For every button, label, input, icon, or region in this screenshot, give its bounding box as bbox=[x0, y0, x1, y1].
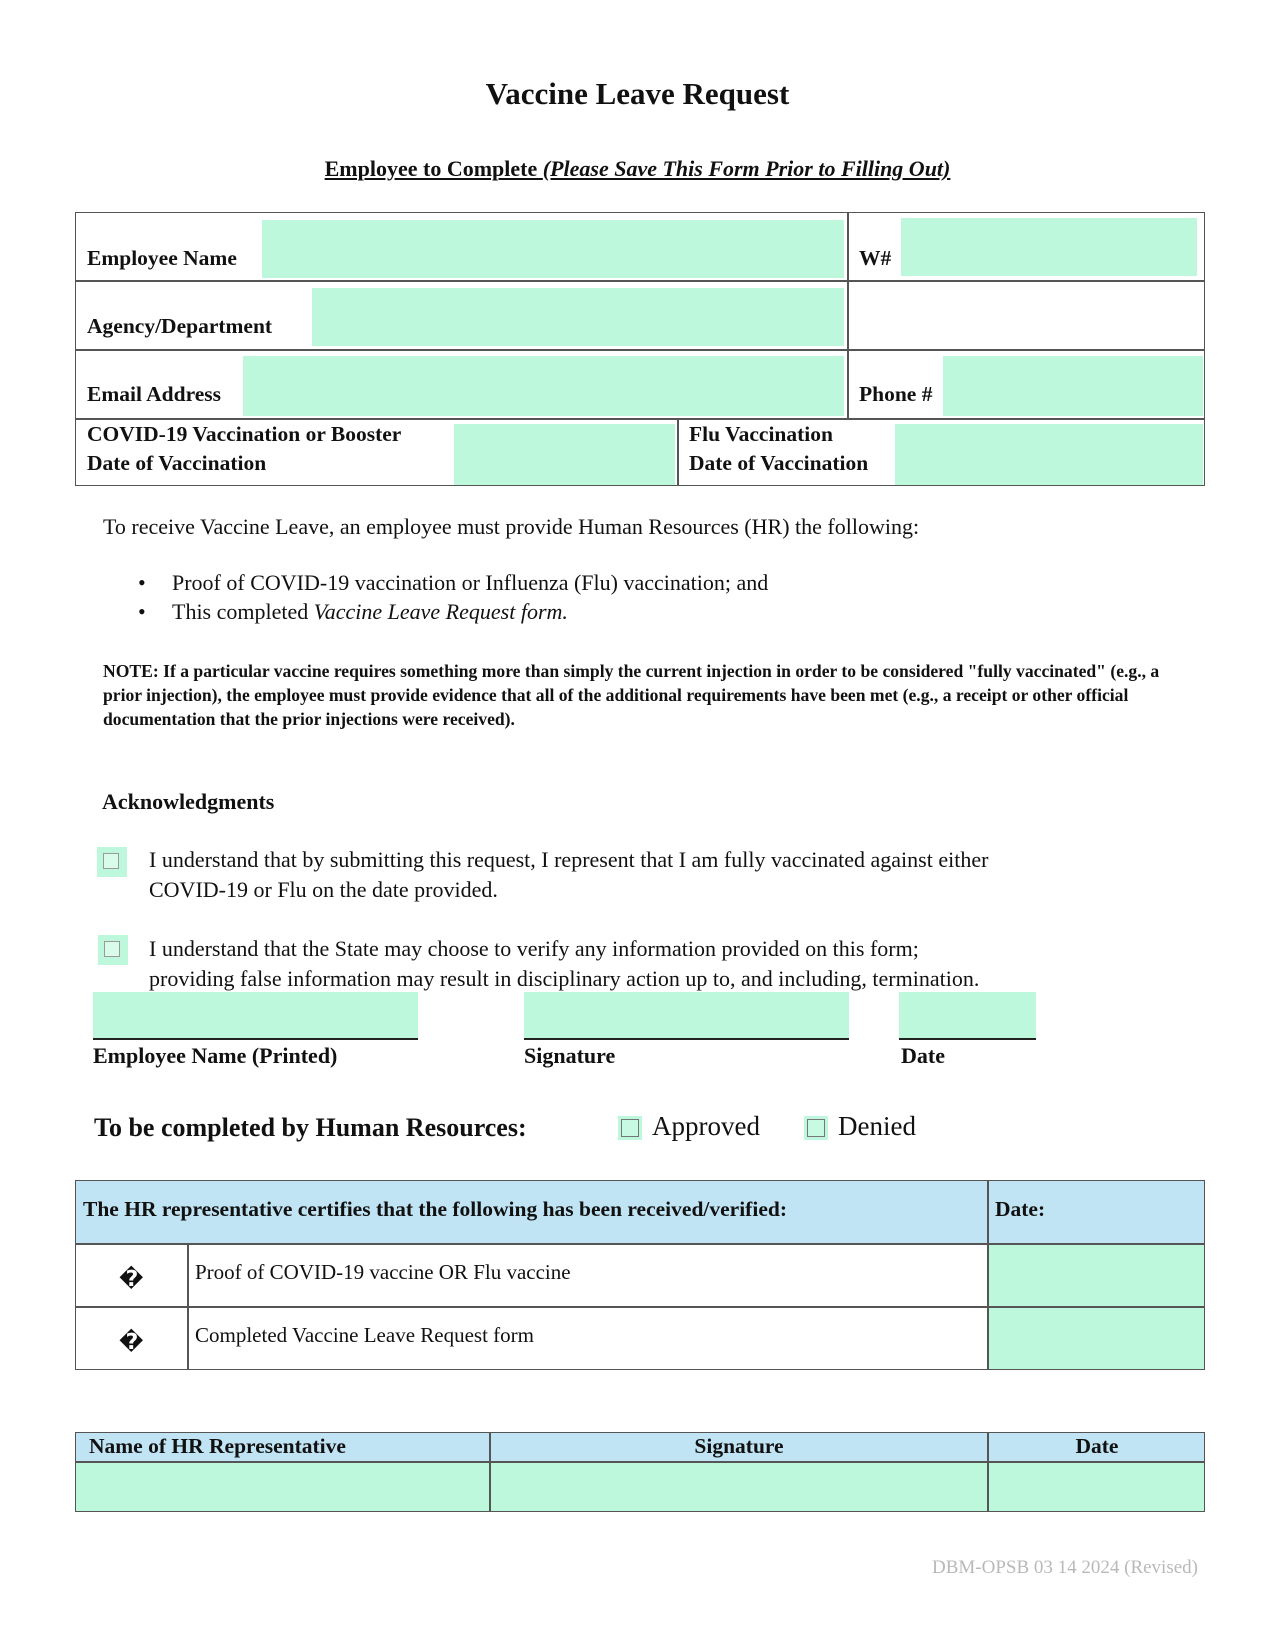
covid-date-field[interactable] bbox=[454, 424, 675, 485]
employee-info-grid bbox=[75, 212, 1205, 486]
covid-label-line1: COVID-19 Vaccination or Booster bbox=[87, 422, 402, 446]
agency-label: Agency/Department bbox=[87, 314, 273, 338]
employee-printed-name-field[interactable] bbox=[93, 992, 418, 1040]
subtitle-main: Employee to Complete bbox=[324, 156, 543, 181]
rep-signature-header: Signature bbox=[694, 1434, 784, 1458]
form-title: Vaccine Leave Request bbox=[485, 76, 790, 111]
revision-footer: DBM-OPSB 03 14 2024 (Revised) bbox=[931, 1557, 1198, 1578]
rep-name-header: Name of HR Representative bbox=[89, 1434, 346, 1458]
ack2-text bbox=[149, 934, 979, 994]
hr-certification-table bbox=[75, 1180, 1205, 1370]
rep-date-field[interactable] bbox=[989, 1463, 1203, 1510]
flu-date-label bbox=[689, 420, 868, 478]
list-item bbox=[138, 597, 768, 626]
acknowledgments-heading: Acknowledgments bbox=[102, 789, 275, 814]
employee-printed-name-label: Employee Name (Printed) bbox=[93, 1043, 338, 1068]
employee-name-field[interactable] bbox=[262, 220, 844, 278]
rep-name-field[interactable] bbox=[77, 1463, 488, 1510]
row1-glyph: � bbox=[119, 1267, 144, 1292]
rep-signature-field[interactable] bbox=[491, 1463, 986, 1510]
cert-item-2: Completed Vaccine Leave Request form bbox=[195, 1323, 534, 1347]
ack1-line1: I understand that by submitting this request, I represent that I am fully vaccinated against either bbox=[149, 847, 989, 872]
bullet2-italic: Vaccine Leave Request form. bbox=[313, 599, 568, 624]
agency-field[interactable] bbox=[312, 288, 844, 346]
approved-checkbox[interactable] bbox=[618, 1116, 642, 1140]
list-item: • Proof of COVID-19 vaccination or Influenza (Flu) vaccination; and bbox=[138, 568, 768, 597]
ack2-checkbox[interactable] bbox=[98, 935, 128, 965]
employee-date-field[interactable] bbox=[899, 992, 1036, 1040]
phone-label: Phone # bbox=[859, 382, 933, 406]
ack1-line2: COVID-19 or Flu on the date provided. bbox=[149, 877, 498, 902]
flu-date-field[interactable] bbox=[895, 424, 1203, 485]
email-label: Email Address bbox=[87, 382, 222, 406]
employee-signature-field[interactable] bbox=[524, 992, 849, 1040]
row2-glyph: � bbox=[119, 1330, 144, 1355]
ack1-text bbox=[149, 845, 988, 905]
denied-checkbox[interactable] bbox=[804, 1116, 828, 1140]
cert-date-header: Date: bbox=[995, 1197, 1046, 1221]
hr-heading: To be completed by Human Resources: bbox=[94, 1113, 527, 1142]
subtitle-note: (Please Save This Form Prior to Filling Out) bbox=[542, 156, 951, 181]
cert-item-2-date-field[interactable] bbox=[989, 1308, 1204, 1369]
ack2-line2: providing false information may result in disciplinary action up to, and including, termination. bbox=[149, 966, 980, 991]
requirements-list bbox=[138, 568, 768, 626]
ack2-line1: I understand that the State may choose to verify any information provided on this form; bbox=[149, 936, 919, 961]
ack1-checkbox[interactable] bbox=[97, 847, 127, 877]
bullet2-prefix: This completed bbox=[172, 599, 314, 624]
phone-field[interactable] bbox=[943, 356, 1203, 416]
covid-date-label bbox=[87, 420, 401, 478]
flu-label-line1: Flu Vaccination bbox=[689, 422, 833, 446]
covid-label-line2: Date of Vaccination bbox=[87, 451, 267, 475]
email-field[interactable] bbox=[243, 356, 844, 416]
rep-date-header: Date bbox=[1075, 1434, 1119, 1458]
flu-label-line2: Date of Vaccination bbox=[689, 451, 869, 475]
approved-label: Approved bbox=[652, 1111, 760, 1141]
cert-item-1: Proof of COVID-19 vaccine OR Flu vaccine bbox=[195, 1260, 571, 1284]
cert-item-1-date-field[interactable] bbox=[989, 1245, 1204, 1306]
employee-signature-label: Signature bbox=[524, 1043, 616, 1068]
denied-label: Denied bbox=[838, 1111, 916, 1141]
intro-text: To receive Vaccine Leave, an employee must provide Human Resources (HR) the following: bbox=[103, 514, 920, 539]
w-number-field[interactable] bbox=[901, 218, 1197, 276]
cert-header: The HR representative certifies that the following has been received/verified: bbox=[83, 1197, 787, 1221]
hr-representative-table bbox=[75, 1432, 1205, 1512]
w-number-label: W# bbox=[859, 246, 892, 270]
form-subtitle bbox=[0, 156, 1275, 182]
employee-name-label: Employee Name bbox=[87, 246, 237, 270]
employee-date-label: Date bbox=[901, 1043, 945, 1068]
note-text: NOTE: If a particular vaccine requires something more than simply the current injection in order to be considered "fully vaccinated" (e.g., a prior injection), the employee must provide evidence that all of the additional requirements have been met (e.g., a receipt or other official documentation that the prior injections were received). bbox=[103, 661, 1160, 729]
